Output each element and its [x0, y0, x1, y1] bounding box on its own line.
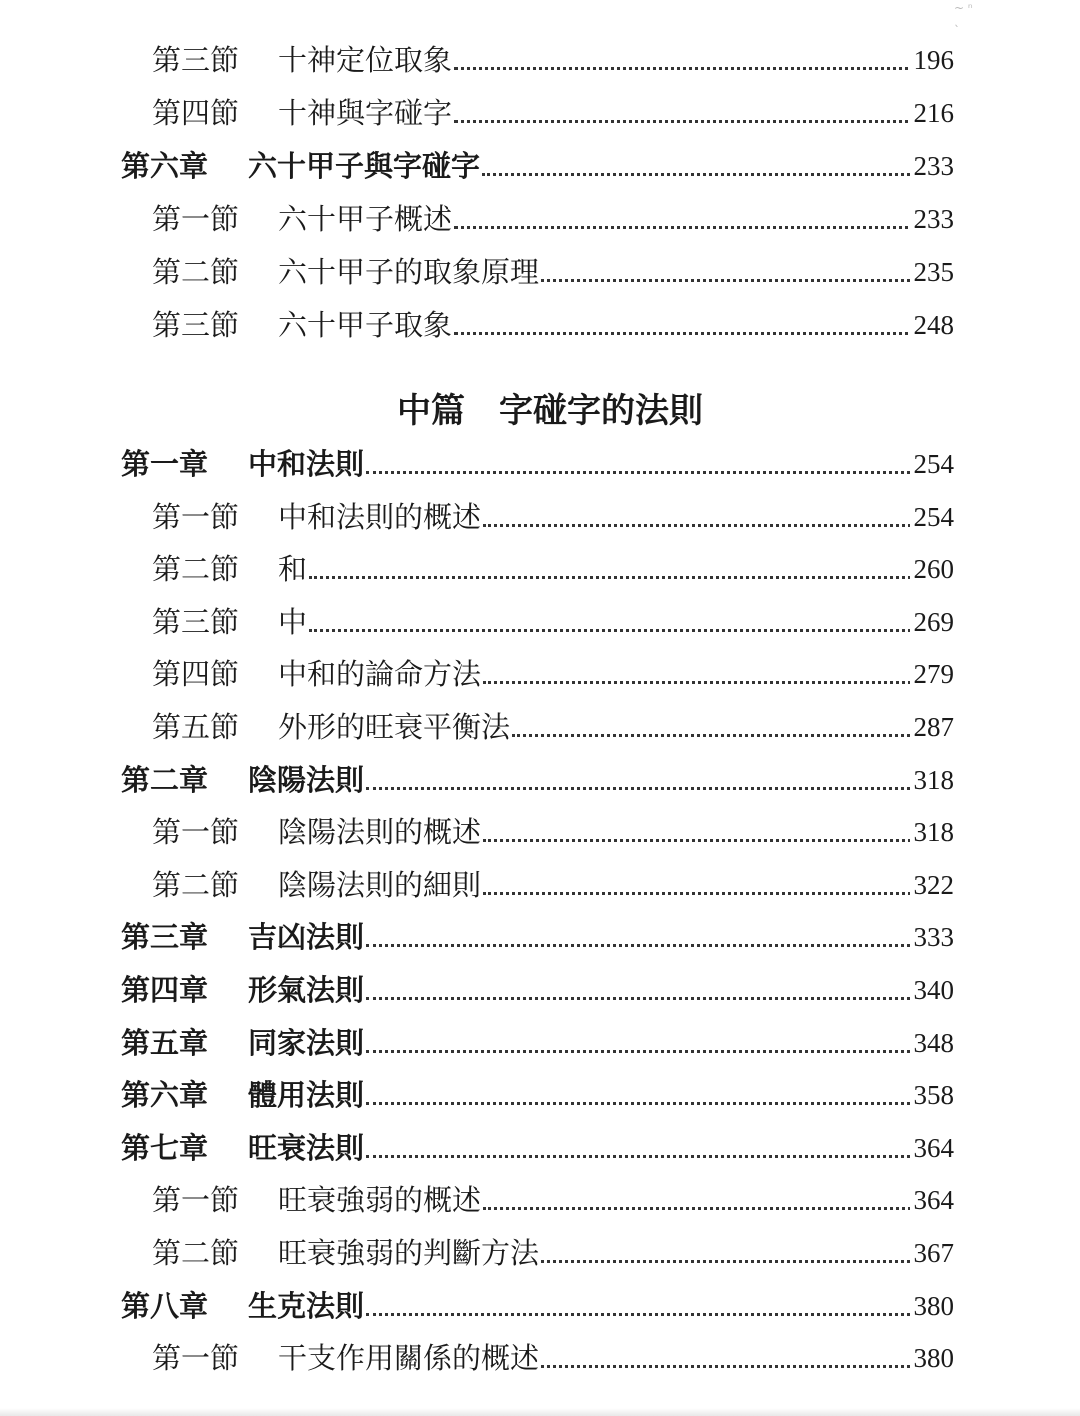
- toc-chapter-row: [0, 438, 1080, 490]
- toc-section-row: [0, 1332, 1080, 1384]
- toc-entry-number: 第一節: [152, 1183, 240, 1217]
- toc-chapter-row: [0, 754, 1080, 806]
- toc-entry-heading: [121, 140, 480, 192]
- toc-entry-number: 第二節: [152, 868, 240, 902]
- toc-section-row: [0, 299, 1080, 351]
- toc-chapter-row: [0, 964, 1080, 1016]
- toc-page-number: 380: [910, 1332, 955, 1384]
- toc-entry-number: 第四節: [152, 657, 240, 691]
- toc-entry-title: 中和的論命方法: [278, 657, 482, 691]
- toc-page-number: 260: [910, 543, 955, 595]
- toc-chapter-row: [0, 1280, 1080, 1332]
- toc-page-number: 333: [910, 911, 955, 963]
- toc-entry-heading: [152, 1174, 481, 1226]
- toc-entry-title: 十神定位取象: [278, 43, 453, 77]
- toc-entry-number: 第一節: [152, 815, 240, 849]
- toc-entry-title: 外形的旺衰平衡法: [278, 710, 511, 744]
- toc-page-number: 364: [910, 1174, 955, 1226]
- toc-page-number: 279: [910, 648, 955, 700]
- toc-entry-heading: [121, 1280, 364, 1332]
- toc-page-number: 348: [910, 1017, 955, 1069]
- toc-section-row: [0, 491, 1080, 543]
- toc-entry-heading: [152, 596, 307, 648]
- toc-entry-number: 第一節: [152, 202, 240, 236]
- toc-entry-title: 陰陽法則的細則: [278, 868, 482, 902]
- toc-section-row: [0, 648, 1080, 700]
- toc-page-number: 358: [910, 1069, 955, 1121]
- toc-entry-number: 第二節: [152, 552, 240, 586]
- toc-chapter-row: [0, 140, 1080, 192]
- toc-entry-title: 形氣法則: [248, 973, 365, 1007]
- toc-entry-title: 旺衰法則: [248, 1131, 365, 1165]
- toc-entry-title: 同家法則: [248, 1026, 365, 1060]
- leader-dots: [366, 1050, 952, 1053]
- leader-dots: [366, 1102, 952, 1105]
- toc-page-number: 322: [910, 859, 955, 911]
- toc-entry-title: 六十甲子概述: [278, 202, 453, 236]
- toc-entry-title: 旺衰強弱的概述: [278, 1183, 482, 1217]
- toc-entry-title: 中: [278, 605, 308, 639]
- toc-entry-heading: [152, 1227, 539, 1279]
- toc-entry-title: 和: [278, 552, 308, 586]
- toc-entry-number: 第八章: [121, 1289, 209, 1323]
- toc-entry-heading: [121, 1069, 364, 1121]
- toc-entry-number: 第四節: [152, 96, 240, 130]
- leader-dots: [366, 997, 952, 1000]
- toc-entry-heading: [152, 491, 481, 543]
- toc-entry-heading: [152, 806, 481, 858]
- leader-dots: [366, 1313, 952, 1316]
- toc-entry-number: 第六章: [121, 1078, 209, 1112]
- leader-dots: [512, 734, 952, 737]
- toc-chapter-row: [0, 911, 1080, 963]
- toc-page-number: 233: [910, 140, 955, 192]
- leader-dots: [454, 67, 952, 70]
- toc-page-number: 318: [910, 806, 955, 858]
- toc-entry-title: 生克法則: [248, 1289, 365, 1323]
- toc-page-number: 196: [910, 34, 955, 86]
- toc-entry-number: 第五章: [121, 1026, 209, 1060]
- toc-entry-heading: [121, 1017, 364, 1069]
- leader-dots: [482, 173, 952, 176]
- scan-speck: ~ ⁿ ˎ: [954, 1, 973, 27]
- leader-dots: [483, 524, 952, 527]
- toc-entry-title: 六十甲子與字碰字: [248, 149, 481, 183]
- toc-entry-heading: [152, 87, 452, 139]
- toc-section-row: [0, 859, 1080, 911]
- toc-entry-number: 第二節: [152, 255, 240, 289]
- toc-entry-title: 六十甲子的取象原理: [278, 255, 540, 289]
- toc-section-row: [0, 34, 1080, 86]
- toc-section-row: [0, 193, 1080, 245]
- leader-dots: [483, 839, 952, 842]
- leader-dots: [541, 1260, 952, 1263]
- toc-entry-heading: [121, 438, 364, 490]
- toc-entry-number: 第七章: [121, 1131, 209, 1165]
- toc-page-number: 248: [910, 299, 955, 351]
- toc-entry-number: 第一節: [152, 500, 240, 534]
- toc-entry-heading: [121, 754, 364, 806]
- toc-entry-heading: [152, 543, 307, 595]
- toc-entry-number: 第一章: [121, 447, 209, 481]
- toc-entry-heading: [152, 299, 452, 351]
- toc-entry-heading: [121, 964, 364, 1016]
- toc-entry-title: 干支作用關係的概述: [278, 1341, 540, 1375]
- toc-page-number: 340: [910, 964, 955, 1016]
- leader-dots: [366, 944, 952, 947]
- toc-entry-number: 第二章: [121, 763, 209, 797]
- toc-entry-heading: [152, 246, 539, 298]
- toc-entry-title: 陰陽法則的概述: [278, 815, 482, 849]
- toc-entry-heading: [152, 648, 481, 700]
- toc-page-number: 367: [910, 1227, 955, 1279]
- toc-chapter-row: [0, 1122, 1080, 1174]
- toc-entry-heading: [152, 701, 510, 753]
- toc-entry-heading: [121, 1122, 364, 1174]
- toc-entry-number: 第五節: [152, 710, 240, 744]
- leader-dots: [366, 471, 952, 474]
- toc-entry-heading: [121, 911, 364, 963]
- toc-entry-number: 第三節: [152, 308, 240, 342]
- toc-section-row: [0, 543, 1080, 595]
- toc-section-row: [0, 701, 1080, 753]
- toc-page-number: 269: [910, 596, 955, 648]
- toc-page-number: 254: [910, 438, 955, 490]
- toc-entry-heading: [152, 1332, 539, 1384]
- page-bottom-shadow: [0, 1408, 1080, 1416]
- toc-page-number: 235: [910, 246, 955, 298]
- leader-dots: [309, 576, 952, 579]
- leader-dots: [309, 629, 952, 632]
- toc-entry-number: 第三節: [152, 43, 240, 77]
- toc-entry-title: 陰陽法則: [248, 763, 365, 797]
- leader-dots: [454, 332, 952, 335]
- toc-entry-number: 第二節: [152, 1236, 240, 1270]
- toc-entry-number: 第三節: [152, 605, 240, 639]
- leader-dots: [366, 1155, 952, 1158]
- toc-entry-title: 中和法則的概述: [278, 500, 482, 534]
- toc-page-number: 233: [910, 193, 955, 245]
- toc-section-row: [0, 246, 1080, 298]
- toc-section-row: [0, 806, 1080, 858]
- leader-dots: [454, 226, 952, 229]
- toc-entry-title: 旺衰強弱的判斷方法: [278, 1236, 540, 1270]
- toc-page-number: 216: [910, 87, 955, 139]
- toc-entry-title: 十神與字碰字: [278, 96, 453, 130]
- toc-section-row: [0, 596, 1080, 648]
- toc-entry-heading: [152, 193, 452, 245]
- toc-entry-number: 第六章: [121, 149, 209, 183]
- toc-section-row: [0, 1227, 1080, 1279]
- leader-dots: [483, 681, 952, 684]
- leader-dots: [541, 279, 952, 282]
- leader-dots: [366, 787, 952, 790]
- toc-page-number: 380: [910, 1280, 955, 1332]
- toc-chapter-row: [0, 1017, 1080, 1069]
- toc-section-row: [0, 87, 1080, 139]
- leader-dots: [483, 1207, 952, 1210]
- toc-entry-title: 中和法則: [248, 447, 365, 481]
- toc-page-number: 287: [910, 701, 955, 753]
- toc-entry-heading: [152, 859, 481, 911]
- toc-entry-title: 吉凶法則: [248, 920, 365, 954]
- toc-entry-number: 第一節: [152, 1341, 240, 1375]
- toc-page-number: 364: [910, 1122, 955, 1174]
- leader-dots: [483, 892, 952, 895]
- toc-entry-title: 體用法則: [248, 1078, 365, 1112]
- toc-entry-heading: [152, 34, 452, 86]
- leader-dots: [541, 1365, 952, 1368]
- toc-section-row: [0, 1174, 1080, 1226]
- toc-entry-number: 第三章: [121, 920, 209, 954]
- toc-entry-title: 六十甲子取象: [278, 308, 453, 342]
- leader-dots: [454, 120, 952, 123]
- toc-page-number: 318: [910, 754, 955, 806]
- toc-page-number: 254: [910, 491, 955, 543]
- toc-entry-number: 第四章: [121, 973, 209, 1007]
- toc-chapter-row: [0, 1069, 1080, 1121]
- part-heading: 中篇 字碰字的法則: [397, 391, 703, 431]
